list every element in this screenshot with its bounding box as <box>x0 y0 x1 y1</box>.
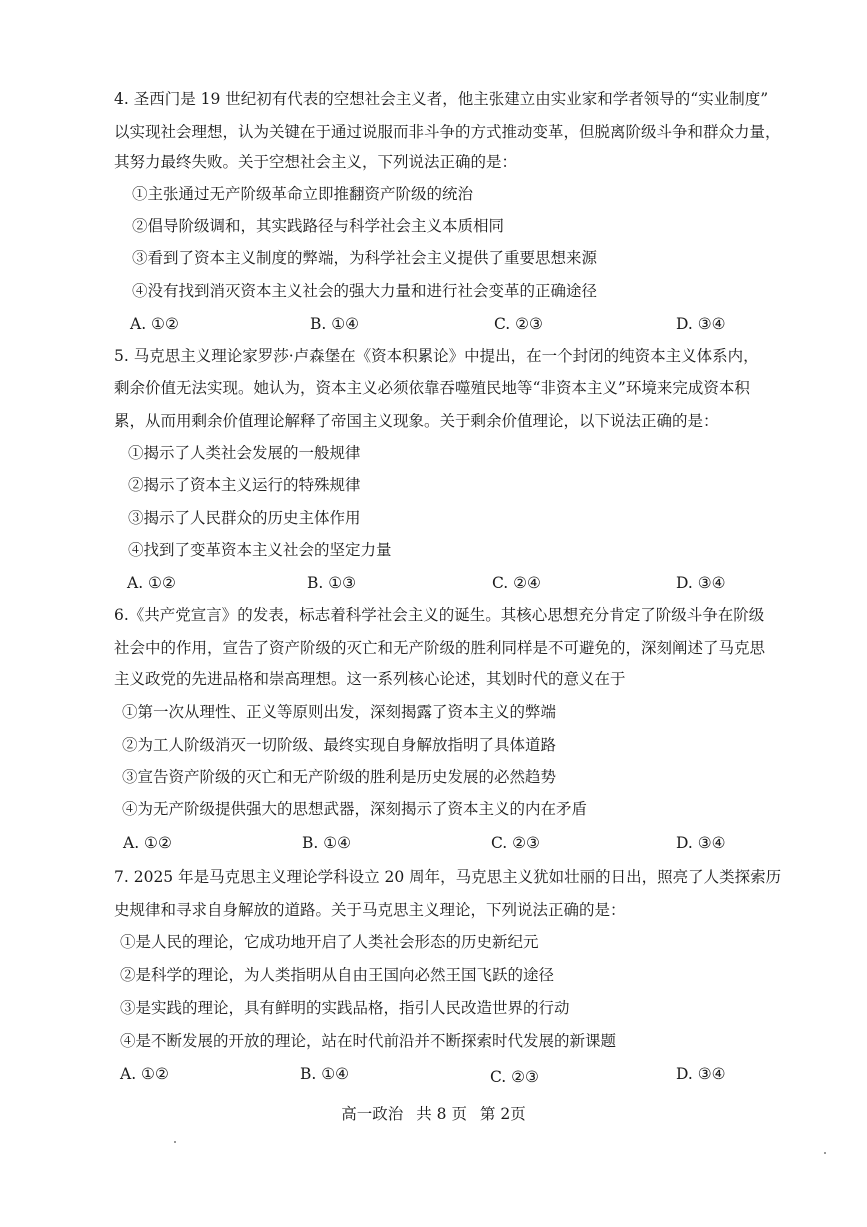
scan-speck <box>174 1141 176 1143</box>
question-stem-line: 5. 马克思主义理论家罗莎·卢森堡在《资本积累论》中提出，在一个封闭的纯资本主义体系内， <box>114 347 759 365</box>
option-statement: ②揭示了资本主义运行的特殊规律 <box>128 476 361 494</box>
choice-c[interactable]: C. ②③ <box>494 315 543 333</box>
option-statement: ④是不断发展的开放的理论，站在时代前沿并不断探索时代发展的新课题 <box>120 1032 617 1050</box>
choice-d[interactable]: D. ③④ <box>676 574 726 592</box>
choice-c[interactable]: C. ②③ <box>490 1068 539 1086</box>
answer-choices <box>0 1064 867 1086</box>
question-stem-line: 史规律和寻求自身解放的道路。关于马克思主义理论，下列说法正确的是： <box>114 901 626 919</box>
choice-b[interactable]: B. ①③ <box>307 574 357 592</box>
option-statement: ②倡导阶级调和，其实践路径与科学社会主义本质相同 <box>132 217 505 235</box>
option-statement: ④为无产阶级提供强大的思想武器，深刻揭示了资本主义的内在矛盾 <box>122 800 588 818</box>
question-stem-line: 其努力最终失败。关于空想社会主义，下列说法正确的是： <box>114 153 518 171</box>
choice-d[interactable]: D. ③④ <box>676 834 726 852</box>
question-stem-line: 剩余价值无法实现。她认为，资本主义必须依靠吞噬殖民地等“非资本主义”环境来完成资本积 <box>114 379 750 397</box>
choice-a[interactable]: A. ①② <box>127 574 176 592</box>
question-stem-line: 主义政党的先进品格和崇高理想。这一系列核心论述，其划时代的意义在于 <box>114 670 626 688</box>
scan-speck <box>824 1152 826 1154</box>
choice-d[interactable]: D. ③④ <box>676 1065 726 1083</box>
page-footer <box>0 1104 867 1124</box>
question-stem-line: 7. 2025 年是马克思主义理论学科设立 20 周年，马克思主义犹如壮丽的日出，照亮了人类探索历 <box>114 868 782 886</box>
footer-subject: 高一政治 <box>341 1105 404 1123</box>
choice-c[interactable]: C. ②④ <box>492 574 541 592</box>
question-stem-line: 累，从而用剩余价值理论解释了帝国主义现象。关于剩余价值理论，以下说法正确的是： <box>114 412 719 430</box>
choice-a[interactable]: A. ①② <box>120 1065 169 1083</box>
option-statement: ③宣告资产阶级的灭亡和无产阶级的胜利是历史发展的必然趋势 <box>122 768 557 786</box>
option-statement: ②是科学的理论，为人类指明从自由王国向必然王国飞跃的途径 <box>120 966 555 984</box>
option-statement: ①主张通过无产阶级革命立即推翻资产阶级的统治 <box>132 185 474 203</box>
answer-choices <box>0 573 867 595</box>
option-statement: ①是人民的理论，它成功地开启了人类社会形态的历史新纪元 <box>120 933 539 951</box>
question-stem-line: 6.《共产党宣言》的发表，标志着科学社会主义的诞生。其核心思想充分肯定了阶级斗争在阶级 <box>114 606 765 624</box>
option-statement: ③看到了资本主义制度的弊端，为科学社会主义提供了重要思想来源 <box>132 249 598 267</box>
question-stem-line: 以实现社会理想，认为关键在于通过说服而非斗争的方式推动变革，但脱离阶级斗争和群众力量， <box>114 123 781 141</box>
choice-b[interactable]: B. ①④ <box>310 315 360 333</box>
option-statement: ②为工人阶级消灭一切阶级、最终实现自身解放指明了具体道路 <box>122 736 557 754</box>
option-statement: ④找到了变革资本主义社会的坚定力量 <box>128 541 392 559</box>
answer-choices <box>0 833 867 855</box>
choice-d[interactable]: D. ③④ <box>676 315 726 333</box>
choice-c[interactable]: C. ②③ <box>491 834 540 852</box>
footer-page-number: 第 2页 <box>479 1105 526 1123</box>
answer-choices <box>0 314 867 336</box>
choice-b[interactable]: B. ①④ <box>302 834 352 852</box>
option-statement: ④没有找到消灭资本主义社会的强大力量和进行社会变革的正确途径 <box>132 282 598 300</box>
question-stem-line: 社会中的作用，宣告了资产阶级的灭亡和无产阶级的胜利同样是不可避免的，深刻阐述了马克思 <box>114 639 766 657</box>
option-statement: ①第一次从理性、正义等原则出发，深刻揭露了资本主义的弊端 <box>122 703 557 721</box>
choice-a[interactable]: A. ①② <box>130 315 179 333</box>
option-statement: ③是实践的理论，具有鲜明的实践品格，指引人民改造世界的行动 <box>120 999 570 1017</box>
option-statement: ①揭示了人类社会发展的一般规律 <box>128 444 361 462</box>
question-stem-line: 4. 圣西门是 19 世纪初有代表的空想社会主义者，他主张建立由实业家和学者领导的“实业制度” <box>114 90 769 108</box>
choice-b[interactable]: B. ①④ <box>300 1065 350 1083</box>
option-statement: ③揭示了人民群众的历史主体作用 <box>128 509 361 527</box>
footer-total-pages: 共 8 页 <box>416 1105 467 1123</box>
choice-a[interactable]: A. ①② <box>123 834 172 852</box>
